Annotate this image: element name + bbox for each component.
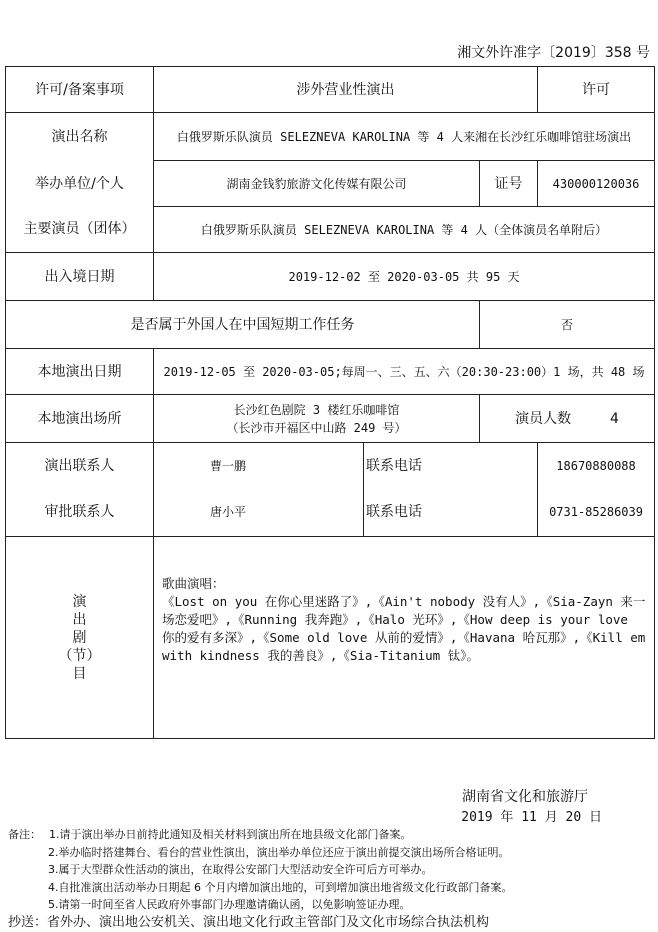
document-number: 湘文外许准字〔2019〕358 号	[457, 45, 650, 61]
row-program	[6, 537, 655, 739]
show-name-value: 白俄罗斯乐队演员 SELEZNEVA KAROLINA 等 4 人来湘在长沙红乐咖啡馆驻场演出	[154, 113, 655, 161]
entry-value: 2019-12-02 至 2020-03-05 共 95 天	[154, 253, 655, 301]
note-item: 5.请第一时间至省人民政府外事部门办理邀请确认函，以免影响签证办理。	[48, 898, 411, 911]
approver-phone-label: 联系电话	[364, 489, 538, 537]
license-value: 430000120036	[538, 161, 655, 207]
notes-title: 备注：	[8, 828, 41, 841]
organizer-value: 湖南金钱豹旅游文化传媒有限公司	[154, 161, 480, 207]
program-label-char: 出	[72, 611, 87, 628]
approver-name: 唐小平	[154, 489, 364, 537]
entry-label: 出入境日期	[6, 253, 154, 301]
row-matter	[6, 67, 655, 113]
row-short-work	[6, 301, 655, 349]
program-label-char: 剧	[72, 629, 87, 646]
program-label-char: 演	[72, 593, 87, 610]
issue-date: 2019 年 11 月 20 日	[461, 810, 602, 825]
performer-count-label: 演员人数	[515, 410, 572, 427]
approver-phone: 0731-85286039	[538, 489, 655, 537]
contact-phone: 18670880088	[538, 443, 655, 489]
organizer-label: 举办单位/个人	[6, 161, 154, 207]
short-work-label: 是否属于外国人在中国短期工作任务	[6, 301, 480, 349]
program-list: 《Lost on you 在你心里迷路了》,《Ain't nobody 没有人》,《Sia-Zayn 来一场恋爱吧》,《Running 我奔跑》,《Halo 光环》,《How deep is your love 你的爱有多深》,《Some old love 从前的爱情》,《Havana 哈瓦那》,《Kill em with kindness 我的善良》,《Sia-Titanium 钛》。	[162, 594, 646, 663]
row-contact	[6, 443, 655, 489]
license-label: 证号	[480, 161, 538, 207]
matter-result: 许可	[538, 67, 655, 113]
row-venue	[6, 395, 655, 443]
note-item: 2.举办临时搭建舞台、看台的营业性演出，演出举办单位还应于演出前提交演出场所合格证明。	[48, 845, 510, 859]
program-label	[6, 537, 154, 739]
performer-count-value: 4	[610, 410, 619, 427]
row-performers	[6, 207, 655, 253]
approver-label: 审批联系人	[6, 489, 154, 537]
cc-line: 抄送：省外办、演出地公安机关、演出地文化行政主管部门及文化市场综合执法机构	[8, 915, 490, 930]
note-item: 4.自批准演出活动举办日期起 6 个月内增加演出地的，可到增加演出地省级文化行政部门备案。	[48, 880, 513, 894]
contact-name: 曹一鹏	[154, 443, 364, 489]
contact-label: 演出联系人	[6, 443, 154, 489]
notes-section	[8, 826, 512, 914]
note-item: 1.请于演出举办日前持此通知及相关材料到演出所在地县级文化部门备案。	[49, 828, 412, 841]
program-label-char: （节）	[58, 647, 101, 664]
program-label-char: 目	[72, 665, 87, 682]
venue-label: 本地演出场所	[6, 395, 154, 443]
row-approver	[6, 489, 655, 537]
show-name-label: 演出名称	[6, 113, 154, 161]
performer-count-cell	[480, 395, 655, 443]
note-item: 3.属于大型群众性活动的演出，在取得公安部门大型活动安全许可后方可举办。	[48, 863, 433, 876]
program-content	[154, 537, 655, 739]
issuing-authority: 湖南省文化和旅游厅	[462, 789, 588, 805]
row-local-date	[6, 349, 655, 395]
local-date-label: 本地演出日期	[6, 349, 154, 395]
short-work-value: 否	[480, 301, 655, 349]
permit-table	[5, 66, 655, 739]
performers-value: 白俄罗斯乐队演员 SELEZNEVA KAROLINA 等 4 人（全体演员名单附后）	[154, 207, 655, 253]
row-entry	[6, 253, 655, 301]
performers-label: 主要演员（团体）	[6, 207, 154, 253]
program-heading: 歌曲演唱：	[162, 576, 225, 591]
venue-value	[154, 395, 480, 443]
matter-value: 涉外营业性演出	[154, 67, 538, 113]
local-date-value: 2019-12-05 至 2020-03-05;每周一、三、五、六（20:30-23:00）1 场，共 48 场	[154, 349, 655, 395]
matter-label: 许可/备案事项	[6, 67, 154, 113]
venue-line-1: 长沙红色剧院 3 楼红乐咖啡馆	[233, 402, 400, 417]
venue-line-2: （长沙市开福区中山路 249 号）	[226, 420, 407, 435]
row-organizer	[6, 161, 655, 207]
row-show-name	[6, 113, 655, 161]
contact-phone-label: 联系电话	[364, 443, 538, 489]
